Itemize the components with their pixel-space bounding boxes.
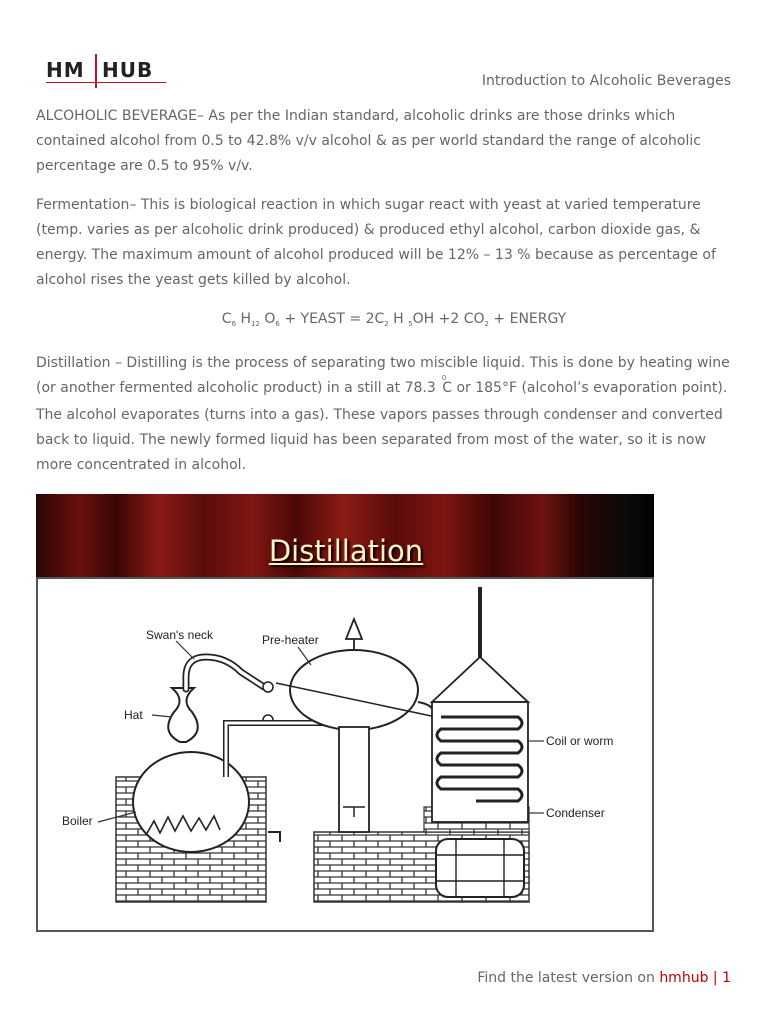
- condenser-roof: [432, 657, 528, 702]
- label-coil: Coil or worm: [546, 734, 614, 748]
- label-hat: Hat: [124, 708, 143, 722]
- page-header-title: Introduction to Alcoholic Beverages: [481, 73, 731, 89]
- boiler-tap: [268, 832, 280, 842]
- footer-page-number: | 1: [708, 970, 731, 986]
- eq-end: + ENERGY: [488, 311, 567, 327]
- logo-text-left: HM: [46, 58, 85, 82]
- label-swans-neck: Swan's neck: [146, 628, 213, 642]
- eq-o: O: [259, 311, 276, 327]
- paragraph-distillation: [36, 351, 732, 478]
- eq-c-sub: 6: [231, 320, 237, 328]
- eq-h2: H: [388, 311, 409, 327]
- label-pre-heater: Pre-heater: [262, 633, 319, 647]
- footer-text: Find the latest version on: [477, 970, 660, 986]
- logo-underline: [46, 82, 166, 83]
- condenser-tank: [432, 702, 528, 822]
- eq-mid: + YEAST = 2C: [279, 311, 385, 327]
- logo-text-right: HUB: [102, 58, 154, 82]
- eq-h2-sub: 5: [408, 320, 413, 328]
- hmhub-logo: [46, 54, 170, 90]
- label-boiler: Boiler: [62, 814, 93, 828]
- footer-brand-link[interactable]: hmhub: [659, 970, 709, 986]
- eq-tail-sub: 2: [484, 320, 489, 328]
- eq-mid-sub: 2: [384, 320, 389, 328]
- document-body: [36, 104, 732, 492]
- boiler-vessel: [133, 752, 249, 852]
- eq-o-sub: 6: [275, 320, 280, 328]
- distillation-figure: [36, 494, 654, 932]
- distillation-diagram: [36, 577, 654, 932]
- hat-vessel: [168, 688, 198, 742]
- figure-title: Distillation: [268, 534, 424, 568]
- paragraph-alcoholic-beverage: ALCOHOLIC BEVERAGE– As per the Indian standard, alcoholic drinks are those drinks which contained alcohol from 0.5 to 42.8% v/v alcohol & as per world standard the range of alcoholic percentage are 0.5 to 95% v/v.: [36, 108, 701, 174]
- degree-superscript: 0: [441, 374, 447, 382]
- return-pipe: [226, 723, 336, 777]
- barrel: [436, 839, 524, 897]
- eq-h-sub: 12: [251, 320, 260, 328]
- eq-c: C: [221, 311, 232, 327]
- eq-tail: OH +2 CO: [412, 311, 485, 327]
- still-illustration: [36, 577, 654, 932]
- label-condenser: Condenser: [546, 806, 605, 820]
- paragraph-fermentation: Fermentation– This is biological reaction in which sugar react with yeast at varied temperature (temp. varies as per alcoholic drink produced) & produced ethyl alcohol, carbon dioxide gas, & energy. The maximum amount of alcohol produced will be 12% – 13 % because as percentage of alcohol rises the yeast gets killed by alcohol.: [36, 197, 716, 288]
- fermentation-equation: [36, 307, 732, 337]
- pre-heater-cap: [346, 619, 362, 650]
- distillation-text-b: C or 185°F (alcohol’s evaporation point). The alcohol evaporates (turns into a gas). These vapors passes through condenser and converted back to liquid. The newly formed liquid has been separated from most of the water, so it is now more concentrated in alcohol.: [36, 380, 728, 473]
- eq-h: H: [236, 311, 252, 327]
- figure-banner: [36, 494, 654, 577]
- page-footer: [477, 970, 731, 986]
- distillation-text-a: Distillation – Distilling is the process of separating two miscible liquid. This is done by heating wine (or another fermented alcoholic product) in a still at 78.3: [36, 355, 730, 396]
- valve-upper: [263, 682, 273, 692]
